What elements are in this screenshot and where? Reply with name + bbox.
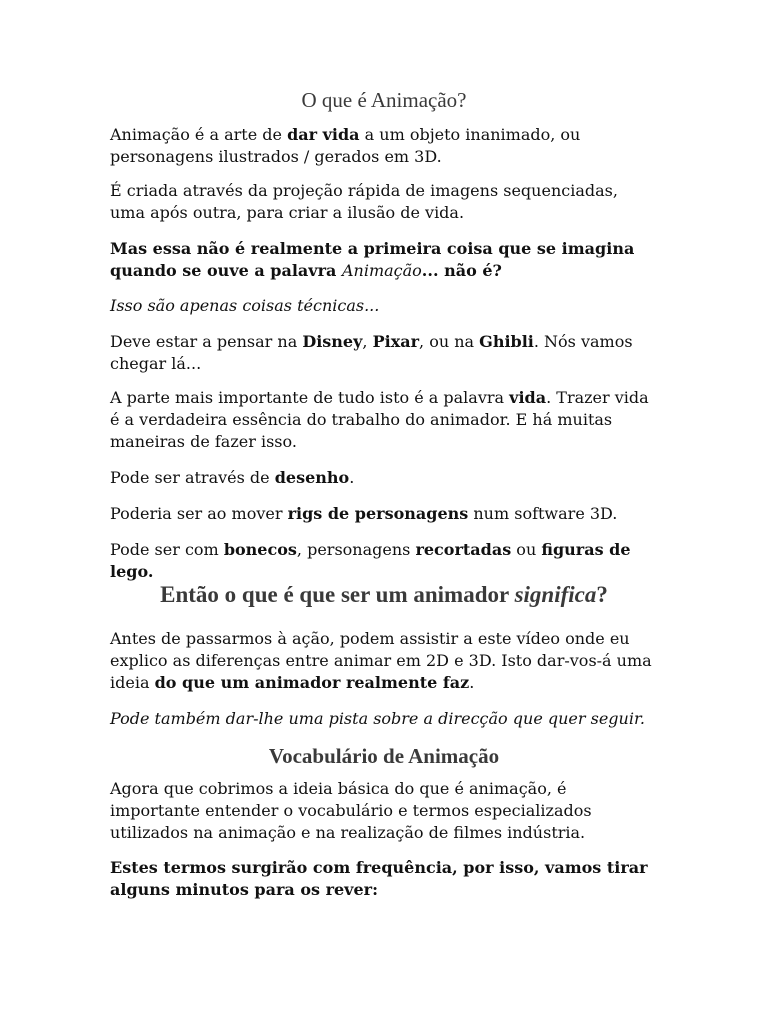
text-run: Mas essa não é realmente a primeira coisa que se imagina quando se ouve a palavra [110, 239, 635, 280]
section-heading-meaning [110, 582, 658, 608]
paragraph-drawing [110, 467, 658, 489]
text-run: , ou na [419, 332, 480, 351]
text-run: a um objeto inanimado, ou personagens ilustrados / gerados em 3D. [110, 125, 581, 166]
bold-text: Pixar [372, 332, 420, 351]
text-run: ? [596, 582, 608, 607]
bold-text: recortadas [415, 540, 512, 559]
paragraph-studios [110, 331, 658, 375]
text-run: Pode ser através de [110, 468, 275, 487]
text-run: Então o que é que ser um animador [160, 582, 515, 607]
paragraph-question [110, 238, 658, 282]
paragraph-definition [110, 124, 658, 168]
bold-text: vida [509, 388, 547, 407]
paragraph-technical-note: Isso são apenas coisas técnicas... [110, 296, 380, 315]
text-run: A parte mais importante de tudo isto é a palavra [110, 388, 510, 407]
text-run: num software 3D. [468, 504, 618, 523]
text-run: , personagens [296, 540, 416, 559]
bold-text: desenho [274, 468, 350, 487]
paragraph-puppets [110, 539, 658, 583]
paragraph-hint: Pode também dar-lhe uma pista sobre a direcção que quer seguir. [110, 709, 645, 728]
bold-text: do que um animador realmente faz [154, 673, 470, 692]
italic-text: significa [514, 582, 597, 607]
text-run: Poderia ser ao mover [110, 504, 288, 523]
bold-text: Disney [302, 332, 363, 351]
text-run: Deve estar a pensar na [110, 332, 303, 351]
paragraph-vocabulary-intro: Agora que cobrimos a ideia básica do que é animação, é importante entender o vocabulário e termos especializados utilizados na animação e na realização de filmes indústria. [110, 779, 592, 842]
text-run: ... não é? [421, 261, 502, 280]
bold-text: dar vida [287, 125, 360, 144]
text-run: . [349, 468, 355, 487]
bold-text: rigs de personagens [287, 504, 469, 523]
text-run: . Nós vamos chegar lá... [110, 332, 633, 373]
page-title: O que é Animação? [301, 88, 467, 112]
paragraph-video [110, 628, 658, 694]
bold-text: Ghibli [479, 332, 534, 351]
paragraph-rigs [110, 503, 658, 525]
text-run: Pode ser com [110, 540, 224, 559]
text-run: Animação é a arte de [110, 125, 288, 144]
text-run: , [362, 332, 373, 351]
text-run: . [469, 673, 475, 692]
italic-text: Animação [341, 261, 422, 280]
paragraph-life [110, 387, 658, 453]
text-run: . Trazer vida é a verdadeira essência do trabalho do animador. E há muitas maneiras de fazer isso. [110, 388, 649, 451]
paragraph-terms: Estes termos surgirão com frequência, por isso, vamos tirar alguns minutos para os rever: [110, 858, 648, 899]
paragraph-projection: É criada através da projeção rápida de imagens sequenciadas, uma após outra, para criar a ilusão de vida. [110, 181, 618, 222]
text-run: Antes de passarmos à ação, podem assistir a este vídeo onde eu explico as diferenças entre animar em 2D e 3D. Isto dar-vos-á uma ideia [110, 629, 652, 692]
section-heading-vocabulary: Vocabulário de Animação [268, 744, 500, 768]
bold-text: figuras de lego. [110, 540, 631, 581]
text-run: ou [511, 540, 542, 559]
bold-text: bonecos [223, 540, 297, 559]
